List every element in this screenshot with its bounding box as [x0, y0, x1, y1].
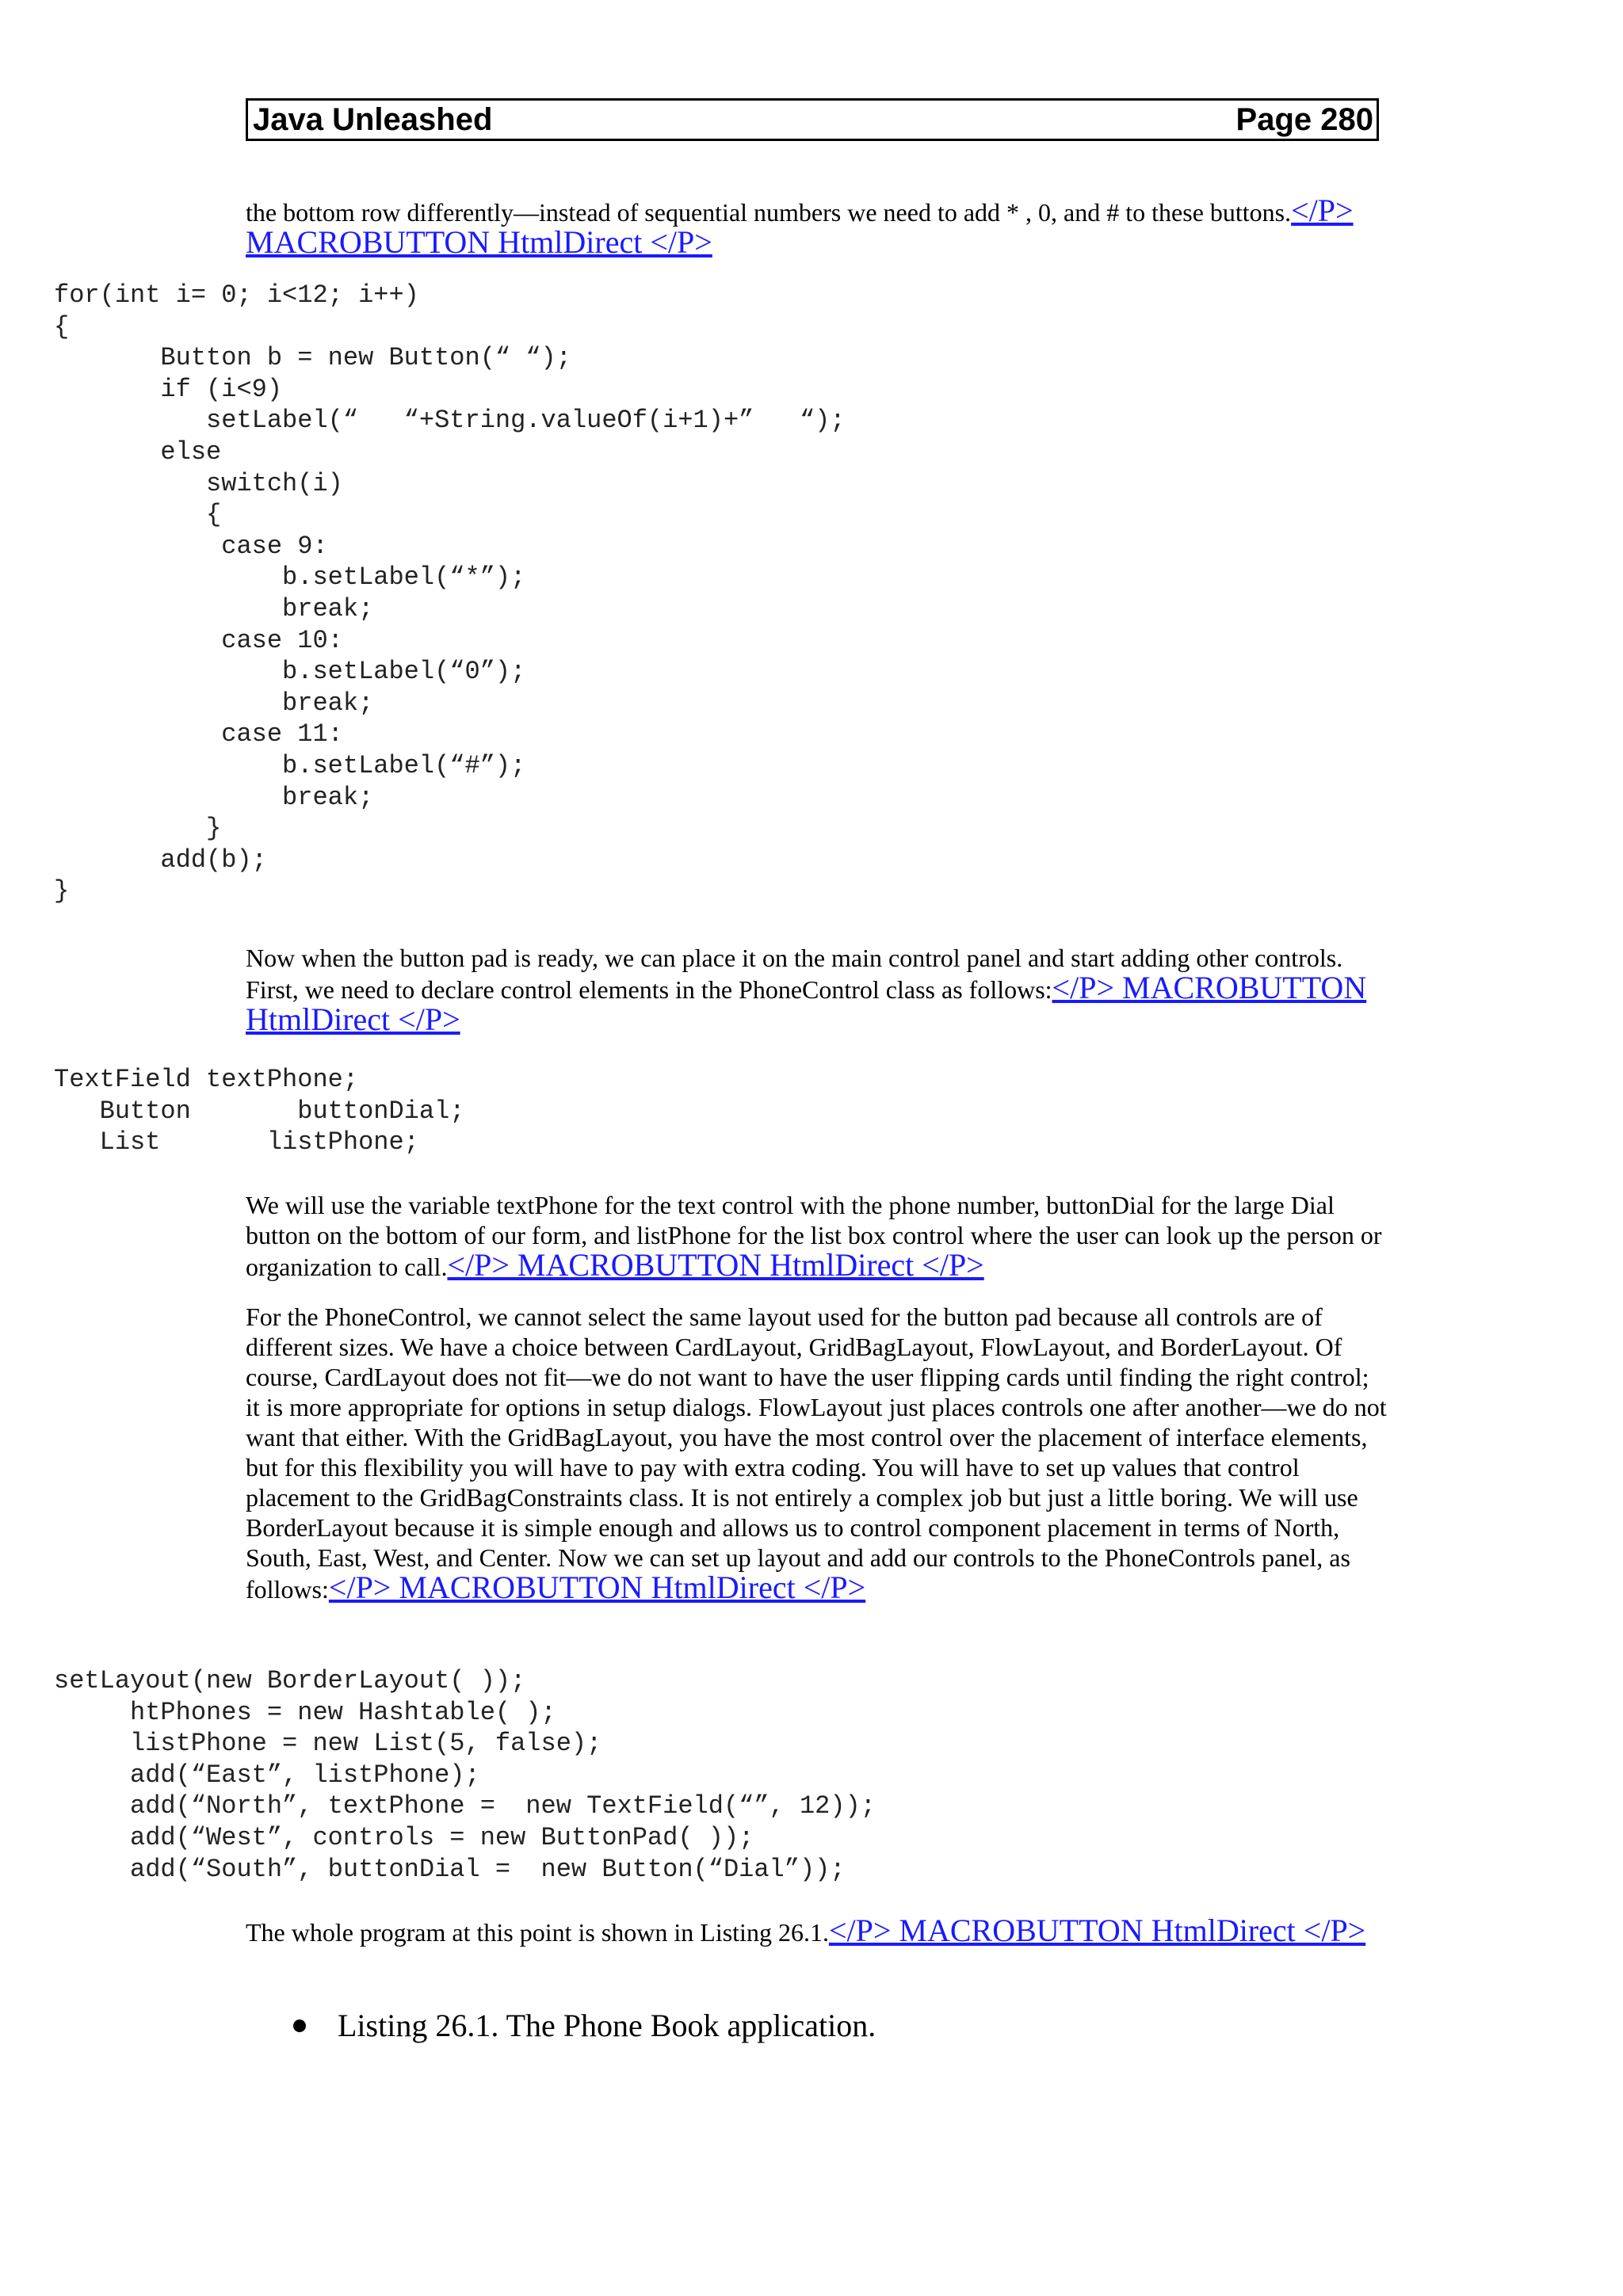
macrobutton-link[interactable]: </P> MACROBUTTON HtmlDirect </P> — [246, 193, 1354, 260]
paragraph-text: We will use the variable textPhone for the text control with the phone number, buttonDial for the large Dial button on the bottom of our form, and listPhone for the list box control where the user can look up the person or organization to call. — [246, 1191, 1382, 1281]
page-number: Page 280 — [1235, 101, 1373, 137]
macrobutton-link[interactable]: </P> MACROBUTTON HtmlDirect </P> — [447, 1247, 984, 1283]
paragraph-variables — [246, 1190, 1387, 1282]
paragraph-text: For the PhoneControl, we cannot select the same layout used for the button pad because all controls are of different sizes. We have a choice between CardLayout, GridBagLayout, FlowLayout, and BorderLayout. Of course, CardLayout does not fit—we do not want to have the user flipping cards until finding the right control; it is more appropriate for options in setup dialogs. FlowLayout just places controls one after another—we do not want that either. With the GridBagLayout, you have the most control over the placement of interface elements, but for this flexibility you will have to pay with extra coding. You will have to set up values that control placement to the GridBagConstraints class. It is not entirely a complex job but just a little boring. We will use BorderLayout because it is simple enough and allows us to control component placement in terms of North, South, East, West, and Center. Now we can set up layout and add our controls to the PhoneControls panel, as follows: — [246, 1302, 1387, 1604]
paragraph-text: The whole program at this point is shown in Listing 26.1. — [246, 1918, 829, 1947]
paragraph-whole-program — [246, 1913, 1387, 1948]
paragraph-layout-choice — [246, 1302, 1387, 1604]
book-title: Java Unleashed — [253, 101, 493, 137]
code-block-button-loop: for(int i= 0; i<12; i++) { Button b = new Button(“ “); if (i<9) setLabel(“ “+String.valueOf(i+1)+” “); else switch(i) { case 9: b.setLabel(“*”); break; case 10: b.setLabel(“0”); break; case 11: b.setLabel(“#”); break; } add(b); } — [54, 280, 846, 906]
code-block-declarations: TextField textPhone; Button buttonDial; List listPhone; — [54, 1065, 465, 1158]
listing-bullet — [293, 2007, 876, 2044]
macrobutton-link[interactable]: </P> MACROBUTTON HtmlDirect </P> — [246, 970, 1367, 1037]
paragraph-button-pad-ready — [246, 943, 1387, 1036]
paragraph-text: Now when the button pad is ready, we can place it on the main control panel and start adding other controls. First, we need to declare control elements in the PhoneControl class as follows: — [246, 944, 1343, 1004]
macrobutton-link[interactable]: </P> MACROBUTTON HtmlDirect </P> — [328, 1569, 866, 1605]
page-header — [246, 98, 1379, 141]
paragraph-bottom-row — [246, 193, 1387, 260]
bullet-icon — [293, 2019, 306, 2032]
paragraph-text: the bottom row differently—instead of sequential numbers we need to add * , 0, and # to these buttons. — [246, 198, 1292, 227]
listing-caption: Listing 26.1. The Phone Book application. — [338, 2008, 876, 2043]
macrobutton-link[interactable]: </P> MACROBUTTON HtmlDirect </P> — [828, 1913, 1366, 1948]
code-block-set-layout: setLayout(new BorderLayout( )); htPhones = new Hashtable( ); listPhone = new List(5, false); add(“East”, listPhone); add(“North”, textPhone = new TextField(“”, 12)); add(“West”, controls = new ButtonPad( )); add(“South”, buttonDial = new Button(“Dial”)); — [54, 1666, 876, 1884]
